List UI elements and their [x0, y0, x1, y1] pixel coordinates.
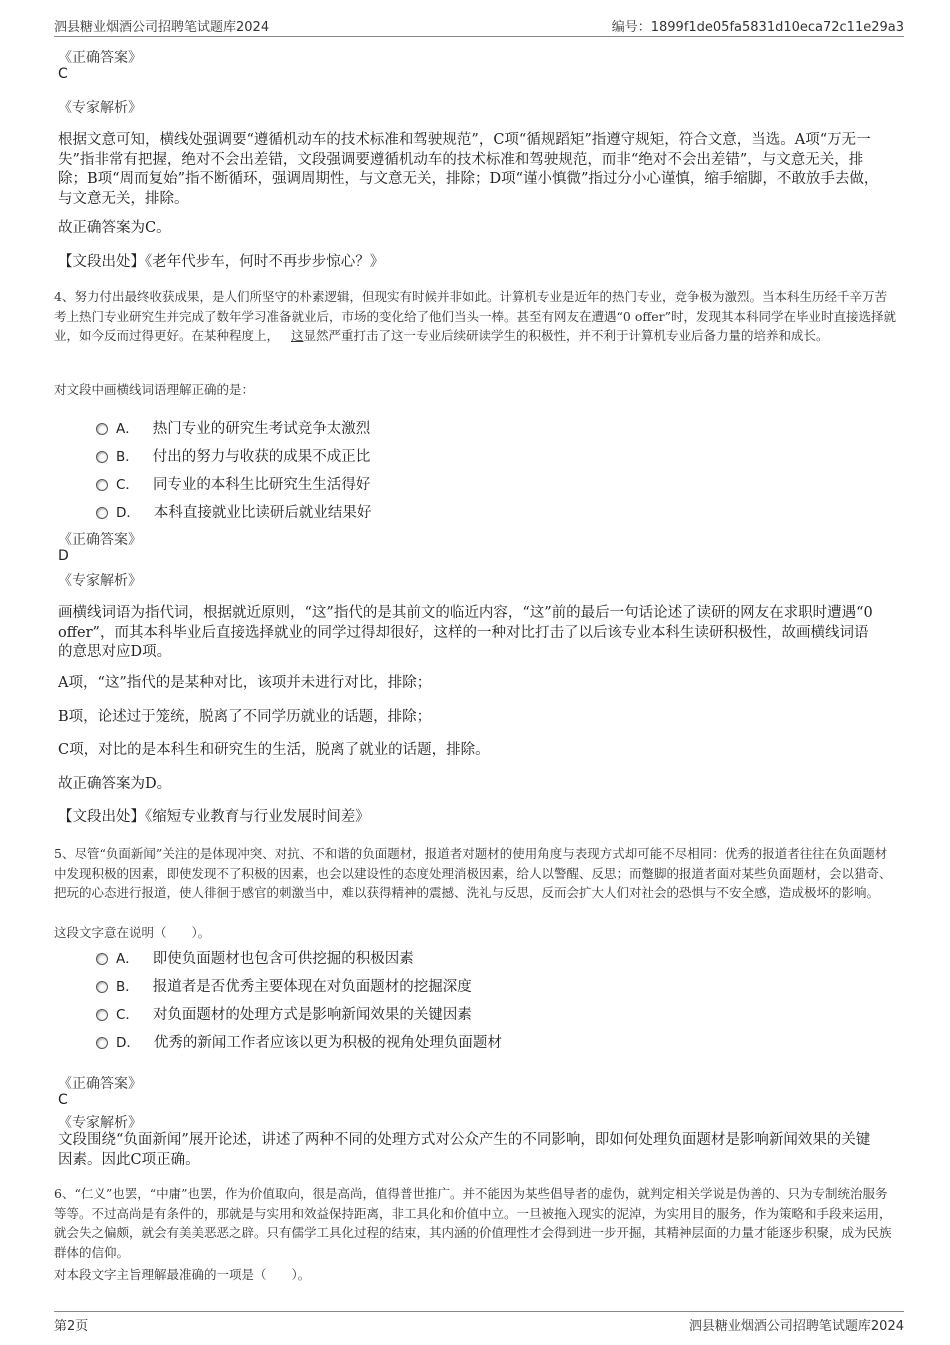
q4-stem: [54, 287, 896, 346]
q5-option-d[interactable]: D． 优秀的新闻工作者应该以更为积极的视角处理负面题材: [96, 1031, 502, 1052]
q3-conclusion: 故正确答案为C。: [58, 220, 171, 236]
q5-option-b[interactable]: B． 报道者是否优秀主要体现在对负面题材的挖掘深度: [96, 975, 472, 996]
header-doc-id: 编号：1899f1de05fa5831d10eca72c11e29a3: [611, 20, 904, 35]
q4-analysis-c: C项，对比的是本科生和研究生的生活，脱离了就业的话题，排除。: [58, 742, 490, 758]
q3-analysis-label: 《专家解析》: [58, 100, 142, 116]
q4-option-b[interactable]: B． 付出的努力与收获的成果不成正比: [96, 445, 370, 466]
radio-icon[interactable]: [96, 423, 108, 435]
q4-analysis-a: A项，“这”指代的是某种对比，该项并未进行对比，排除；: [58, 675, 432, 691]
radio-icon[interactable]: [96, 451, 108, 463]
q3-answer-label: 《正确答案》: [58, 50, 142, 66]
q4-option-a[interactable]: A． 热门专业的研究生考试竞争太激烈: [96, 417, 370, 438]
footer-title: 泗县糖业烟酒公司招聘笔试题库2024: [688, 1319, 904, 1334]
q4-analysis-b: B项，论述过于笼统，脱离了不同学历就业的话题，排除；: [58, 709, 432, 725]
q4-answer-label: 《正确答案》: [58, 532, 142, 548]
radio-icon[interactable]: [96, 507, 108, 519]
q3-analysis: 根据文意可知，横线处强调要“遵循机动车的技术标准和驾驶规范”，C项“循规蹈矩”指遵守规矩，符合文意，当选。A项“万无一失”指非常有把握，绝对不会出差错，文段强调要遵循机动车的技术标准和驾驶规范，而非“绝对不会出差错”，与文意无关，排除；B项“周而复始”指不断循环，强调周期性，与文意无关，排除；D项“谨小慎微”指过分小心谨慎，缩手缩脚，不敢放手去做，与文意无关，排除。: [58, 132, 879, 207]
radio-icon[interactable]: [96, 981, 108, 993]
q5-analysis-label: 《专家解析》: [58, 1115, 142, 1131]
radio-icon[interactable]: [96, 1037, 108, 1049]
q4-stem-before: 4、努力付出最终收获成果，是人们所坚守的朴素逻辑，但现实有时候并非如此。计算机专业是近年的热门专业，竞争极为激烈。当本科生历经千辛万苦考上热门专业研究生并完成了数年学习准备就业后，市场的变化给了他们当头一棒。甚至有网友在遭遇“0 offer”时，发现其本科同学在毕业时直接选择就业，如今反而过得更好。在某种程度上，: [54, 289, 896, 343]
radio-icon[interactable]: [96, 479, 108, 491]
q4-source: 【文段出处】《缩短专业教育与行业发展时间差》: [58, 809, 370, 825]
page-number: 第2页: [54, 1319, 89, 1334]
q5-option-c[interactable]: C． 对负面题材的处理方式是影响新闻效果的关键因素: [96, 1003, 472, 1024]
q4-option-c[interactable]: C． 同专业的本科生比研究生生活得好: [96, 473, 370, 494]
q3-answer: C: [58, 66, 68, 82]
q4-stem-after: 显然严重打击了这一专业后续研读学生的积极性，并不利于计算机专业后备力量的培养和成长。: [303, 328, 829, 343]
q4-analysis-label: 《专家解析》: [58, 573, 142, 589]
q6-stem: 6、“仁义”也罢，“中庸”也罢，作为价值取向，很是高尚，值得普世推广。并不能因为某些倡导者的虚伪，就判定相关学说是伪善的、只为专制统治服务等等。不过高尚是有条件的，那就是与实用和效益保持距离，非工具化和价值中立。一旦被拖入现实的泥淖，为实用目的服务，作为策略和手段来运用，就会失之偏颇，就会有美美恶恶之辟。只有儒学工具化过程的结束，其内涵的价值理性才会得到进一步开掘，其精神层面的力量才能逐步积聚，成为民族群体的信仰。: [54, 1186, 892, 1260]
q4-option-d[interactable]: D． 本科直接就业比读研后就业结果好: [96, 501, 371, 522]
q4-analysis: 画横线词语为指代词，根据就近原则，“这”指代的是其前文的临近内容，“这”前的最后一句话论述了读研的网友在求职时遭遇“0 offer”，而其本科毕业后直接选择就业的同学过得却很好，这样的一种对比打击了以后该专业本科生读研积极性，故画横线词语的意思对应D项。: [58, 605, 873, 660]
q6-prompt: 对本段文字主旨理解最准确的一项是（ ）。: [54, 1267, 311, 1282]
q4-answer: D: [58, 548, 69, 564]
q3-source: 【文段出处】《老年代步车，何时不再步步惊心？》: [58, 254, 385, 270]
page-footer: [54, 1311, 904, 1334]
q5-answer-label: 《正确答案》: [58, 1076, 142, 1092]
q4-conclusion: 故正确答案为D。: [58, 776, 172, 792]
q5-option-a[interactable]: A． 即使负面题材也包含可供挖掘的积极因素: [96, 947, 414, 968]
q5-stem: 5、尽管“负面新闻”关注的是体现冲突、对抗、不和谐的负面题材，报道者对题材的使用角度与表现方式却可能不尽相同：优秀的报道者往往在负面题材中发现积极的因素，即使发现不了积极的因素，也会以建设性的态度处理消极因素，给人以警醒、反思；而蹩脚的报道者面对某些负面题材，会以猎奇、把玩的心态进行报道，使人徘徊于感官的刺激当中，难以获得精神的震撼、洗礼与反思，反而会扩大人们对社会的恐惧与不安全感，造成极坏的影响。: [54, 846, 892, 900]
q5-prompt: 这段文字意在说明（ ）。: [54, 925, 211, 940]
page-header: [54, 14, 904, 37]
q5-answer: C: [58, 1092, 68, 1108]
q5-analysis: 文段围绕“负面新闻”展开论述，讲述了两种不同的处理方式对公众产生的不同影响，即如何处理负面题材是影响新闻效果的关键因素。因此C项正确。: [58, 1132, 871, 1168]
radio-icon[interactable]: [96, 1009, 108, 1021]
radio-icon[interactable]: [96, 953, 108, 965]
q4-underlined-word: 这: [291, 328, 304, 343]
q4-prompt: 对文段中画横线词语理解正确的是：: [54, 382, 255, 397]
header-title: 泗县糖业烟酒公司招聘笔试题库2024: [54, 20, 270, 35]
